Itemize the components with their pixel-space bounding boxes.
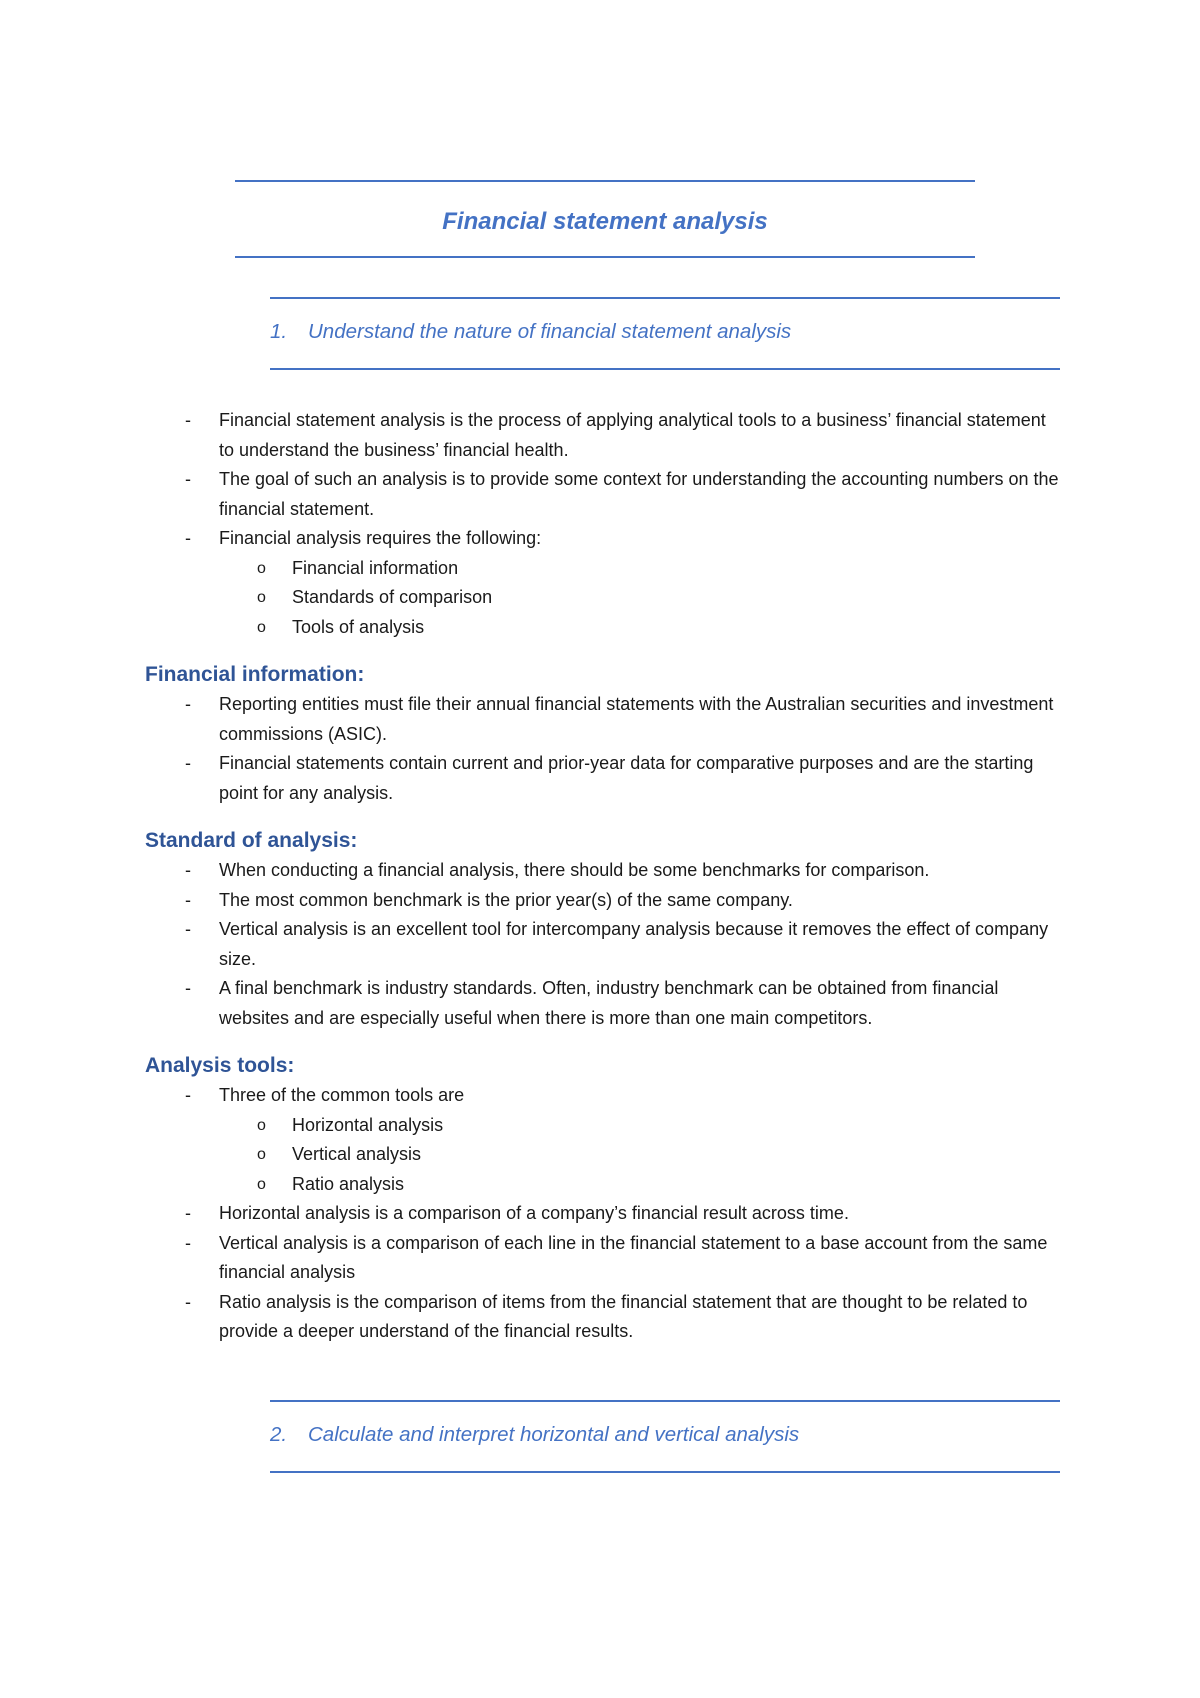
sub-list-item [145,1140,1065,1170]
list-item [145,1199,1065,1229]
dash-marker: - [185,1203,191,1223]
list-item-text: A final benchmark is industry standards. Often, industry benchmark can be obtained from financial websites and are especially useful when there is more than one main competitors. [219,978,999,1028]
financial-information-heading: Financial information: [145,663,365,686]
circle-bullet-icon: o [257,1175,266,1193]
dash-marker: - [185,889,191,910]
list-item [145,886,1065,916]
analysis-tools-heading: Analysis tools: [145,1054,295,1077]
list-item-text: The most common benchmark is the prior year(s) of the same company. [219,889,793,910]
sub-list-item [145,1170,1065,1200]
sub-list-item [145,1111,1065,1141]
list-item [145,690,1065,749]
list-item-text: Horizontal analysis is a comparison of a company’s financial result across time. [219,1203,849,1223]
circle-bullet-icon: o [257,1146,266,1163]
list-item-text: Ratio analysis is the comparison of items from the financial statement that are thought to be related to provide a deeper understand of the financial results. [219,1291,1028,1341]
list-item [145,1081,1065,1111]
dash-marker: - [185,469,191,489]
sub-list-item [145,554,1065,584]
circle-bullet-icon: o [257,618,266,636]
list-item [145,465,1065,524]
list-item-text: Three of the common tools are [219,1085,465,1105]
list-item [145,856,1065,886]
circle-bullet-icon: o [257,1116,266,1134]
dash-marker: - [185,753,191,773]
list-item-text: Financial statements contain current and prior-year data for comparative purposes and are the starting point for any analysis. [219,753,1034,803]
sub-list-item-text: Tools of analysis [292,616,425,637]
title-rule-top [235,180,975,182]
section-1-rule-bottom [270,368,1060,370]
sub-list-item-text: Standards of comparison [292,587,493,607]
dash-marker: - [185,1291,191,1312]
section-2-rule-bottom [270,1471,1060,1473]
dash-marker: - [185,694,191,714]
list-item-text: The goal of such an analysis is to provide some context for understanding the accounting numbers on the financial statement. [219,469,1059,519]
section-2-rule-top [270,1400,1060,1402]
section-2-heading [270,1423,799,1447]
dash-marker: - [185,978,191,998]
dash-marker: - [185,1232,191,1253]
dash-marker: - [185,860,191,880]
standard-of-analysis-heading: Standard of analysis: [145,829,358,852]
list-item [145,1229,1065,1288]
list-item-text: Reporting entities must file their annual financial statements with the Australian securities and investment commissions (ASIC). [219,694,1054,744]
section-1-heading [270,320,791,344]
dash-marker: - [185,919,191,939]
list-item [145,915,1065,974]
list-item-text: When conducting a financial analysis, there should be some benchmarks for comparison. [219,860,930,880]
list-item [145,524,1065,554]
dash-marker: - [185,528,191,548]
section-2-heading-text: Calculate and interpret horizontal and vertical analysis [308,1423,800,1446]
sub-list-item-text: Vertical analysis [292,1144,422,1164]
list-item-text: Financial statement analysis is the process of applying analytical tools to a business’ financial statement to understand the business’ financial health. [219,410,1046,460]
list-item [145,749,1065,808]
document-title: Financial statement analysis [442,208,768,235]
sub-list-item [145,583,1065,613]
sub-list-item-text: Ratio analysis [292,1173,405,1194]
sub-list-item [145,613,1065,643]
section-1-heading-text: Understand the nature of financial statement analysis [308,320,792,343]
list-item-text: Vertical analysis is a comparison of each line in the financial statement to a base account from the same financial analysis [219,1232,1048,1282]
sub-list-item-text: Horizontal analysis [292,1114,444,1135]
list-item [145,974,1065,1033]
list-item-text: Vertical analysis is an excellent tool for intercompany analysis because it removes the effect of company size. [219,919,1049,969]
list-item [145,1288,1065,1347]
section-2-number: 2. [270,1423,288,1446]
sub-list-item-text: Financial information [292,557,459,578]
dash-marker: - [185,1085,191,1105]
document-body [145,406,1065,1347]
title-rule-bottom [235,256,975,258]
dash-marker: - [185,410,191,430]
list-item [145,406,1065,465]
circle-bullet-icon: o [257,559,266,577]
list-item-text: Financial analysis requires the following: [219,528,542,548]
circle-bullet-icon: o [257,589,266,606]
section-1-rule-top [270,297,1060,299]
section-1-number: 1. [270,320,288,343]
